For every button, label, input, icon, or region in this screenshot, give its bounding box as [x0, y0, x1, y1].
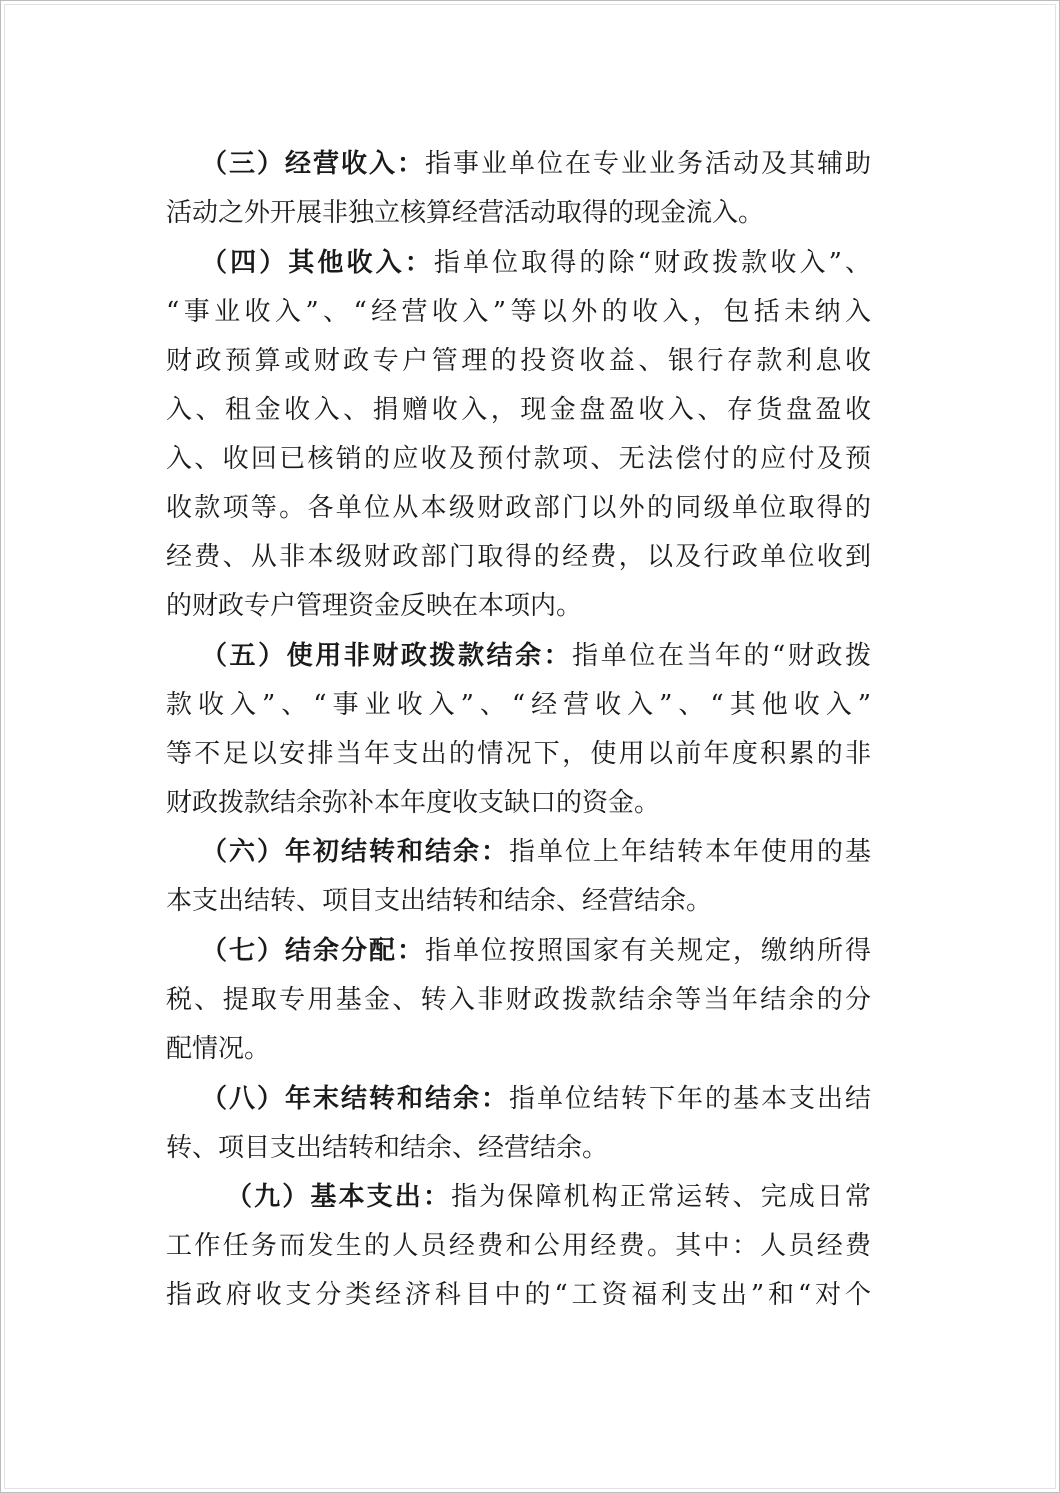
paragraph-line: 的财政专户管理资金反映在本项内。 [166, 591, 583, 621]
paragraph-line: （五）使用非财政拨款结余：指单位在当年的“财政拨 [201, 641, 871, 671]
paragraph-line: 配情况。 [166, 1034, 271, 1064]
paragraph-line: 工作任务而发生的人员经费和公用经费。其中：人员经费 [166, 1231, 871, 1261]
section-heading: （六）年初结转和结余： [201, 837, 509, 867]
paragraph-line: 等不足以安排当年支出的情况下，使用以前年度积累的非 [166, 739, 871, 769]
paragraph-line: （七）结余分配：指单位按照国家有关规定，缴纳所得 [201, 936, 871, 966]
paragraph-line: （八）年末结转和结余：指单位结转下年的基本支出结 [201, 1084, 871, 1114]
paragraph-line: 本支出结转、项目支出结转和结余、经营结余。 [166, 886, 713, 916]
section-heading: （八）年末结转和结余： [201, 1084, 509, 1114]
paragraph-line: 活动之外开展非独立核算经营活动取得的现金流入。 [166, 198, 765, 228]
paragraph-line: 转、项目支出结转和结余、经营结余。 [166, 1133, 609, 1163]
paragraph-line: （三）经营收入：指事业单位在专业业务活动及其辅助 [201, 149, 871, 179]
paragraph-line: 收款项等。各单位从本级财政部门以外的同级单位取得的 [166, 493, 871, 523]
paragraph-line: （四）其他收入：指单位取得的除“财政拨款收入”、 [201, 248, 871, 278]
paragraph-line: 经费、从非本级财政部门取得的经费，以及行政单位收到 [166, 542, 871, 572]
paragraph-line: 财政拨款结余弥补本年度收支缺口的资金。 [166, 788, 661, 818]
paragraph-line: （九）基本支出：指为保障机构正常运转、完成日常 [226, 1182, 871, 1212]
section-heading: （三）经营收入： [201, 149, 425, 179]
section-heading: （七）结余分配： [201, 936, 425, 966]
section-heading: （四）其他收入： [201, 248, 434, 278]
paragraph-line: 款收入”、“事业收入”、“经营收入”、“其他收入” [166, 690, 871, 720]
paragraph-line: 指政府收支分类经济科目中的“工资福利支出”和“对个 [166, 1280, 871, 1310]
paragraph-line: （六）年初结转和结余：指单位上年结转本年使用的基 [201, 837, 871, 867]
paragraph-line: 财政预算或财政专户管理的投资收益、银行存款利息收 [166, 346, 871, 376]
paragraph-line: 入、租金收入、捐赠收入，现金盘盈收入、存货盘盈收 [166, 395, 871, 425]
paragraph-line: “事业收入”、“经营收入”等以外的收入，包括未纳入 [166, 297, 871, 327]
section-heading: （五）使用非财政拨款结余： [201, 641, 573, 671]
paragraph-line: 入、收回已核销的应收及预付款项、无法偿付的应付及预 [166, 444, 871, 474]
paragraph-line: 税、提取专用基金、转入非财政拨款结余等当年结余的分 [166, 985, 871, 1015]
section-heading: （九）基本支出： [226, 1182, 452, 1212]
